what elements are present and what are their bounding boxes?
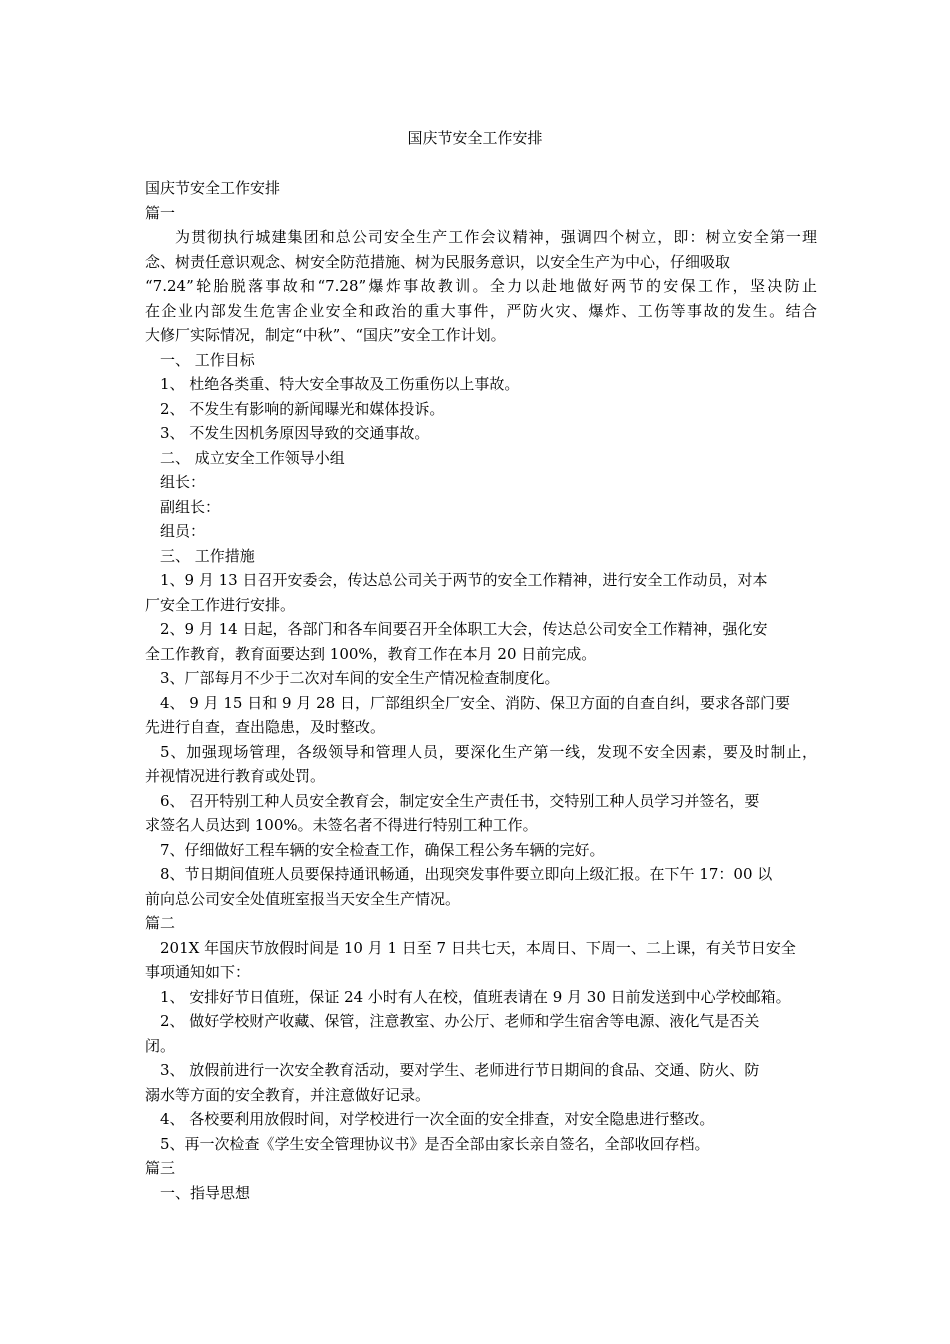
text-line: 闭。 xyxy=(145,1036,176,1055)
text-line: 4、 各校要利用放假时间，对学校进行一次全面的安全排查，对安全隐患进行整改。 xyxy=(160,1110,715,1128)
text-line: 1、 安排好节日值班，保证 24 小时有人在校，值班表请在 9 月 30 日前发送到中心学校邮箱。 xyxy=(160,987,791,1006)
text-line: 先进行自查，查出隐患，及时整改。 xyxy=(145,718,386,736)
text-line: 念、树责任意识观念、树安全防范措施、树为民服务意识，以安全生产为中心，仔细吸取 xyxy=(145,252,731,271)
text-line: 5、再一次检查《学生安全管理协议书》是否全部由家长亲自签名，全部收回存档。 xyxy=(160,1134,710,1153)
document-body xyxy=(145,176,817,1205)
text-line: 6、 召开特别工种人员安全教育会，制定安全生产责任书，交特别工种人员学习并签名，要 xyxy=(160,791,760,810)
text-line: 溺水等方面的安全教育，并注意做好记录。 xyxy=(145,1085,431,1104)
text-line: 篇一 xyxy=(145,203,176,222)
text-line: 篇二 xyxy=(145,914,176,932)
text-line: 并视情况进行教育或处罚。 xyxy=(145,767,326,785)
document-title: 国庆节安全工作安排 xyxy=(407,129,543,147)
text-line: 8、节日期间值班人员要保持通讯畅通，出现突发事件要立即向上级汇报。在下午 17：00 以 xyxy=(160,865,773,883)
text-line: 1、 杜绝各类重、特大安全事故及工伤重伤以上事故。 xyxy=(160,375,520,393)
text-line: 201X 年国庆节放假时间是 10 月 1 日至 7 日共七天，本周日、下周一、二上课，有关节日安全 xyxy=(160,938,796,957)
text-line: 4、 9 月 15 日和 9 月 28 日，厂部组织全厂安全、消防、保卫方面的自查自纠，要求各部门要 xyxy=(160,693,790,712)
text-line: 5、加强现场管理，各级领导和管理人员，要深化生产第一线，发现不安全因素，要及时制止， xyxy=(160,742,817,761)
text-line: 三、 工作措施 xyxy=(160,546,255,565)
text-line: 求签名人员达到 100%。未签名者不得进行特别工种工作。 xyxy=(145,816,538,834)
text-line: 2、9 月 14 日起，各部门和各车间要召开全体职工大会，传达总公司安全工作精神，强化安 xyxy=(160,620,768,638)
text-line: 大修厂实际情况，制定“中秋”、“国庆”安全工作计划。 xyxy=(145,326,506,344)
text-line: 厂安全工作进行安排。 xyxy=(145,595,296,614)
text-line: 一、 工作目标 xyxy=(160,350,255,369)
text-line: 2、 做好学校财产收藏、保管，注意教室、办公厅、老师和学生宿舍等电源、液化气是否关 xyxy=(160,1012,760,1030)
text-line: 在企业内部发生危害企业安全和政治的重大事件，严防火灾、爆炸、工伤等事故的发生。结合 xyxy=(145,301,817,320)
text-line: 1、9 月 13 日召开安委会，传达总公司关于两节的安全工作精神，进行安全工作动员，对本 xyxy=(160,571,768,589)
text-line: 二、 成立安全工作领导小组 xyxy=(160,448,345,467)
text-line: 为贯彻执行城建集团和总公司安全生产工作会议精神，强调四个树立，即：树立安全第一理 xyxy=(175,228,817,246)
text-line: 2、 不发生有影响的新闻曝光和媒体投诉。 xyxy=(160,399,445,418)
text-line: 3、 不发生因机务原因导致的交通事故。 xyxy=(160,424,430,442)
text-line: “7.24”轮胎脱落事故和“7.28”爆炸事故教训。全力以赴地做好两节的安保工作，坚决防止 xyxy=(145,277,817,295)
text-line: 组员： xyxy=(160,522,206,540)
text-line: 事项通知如下： xyxy=(145,963,251,981)
text-line: 7、仔细做好工程车辆的安全检查工作，确保工程公务车辆的完好。 xyxy=(160,840,605,859)
text-line: 3、 放假前进行一次安全教育活动，要对学生、老师进行节日期间的食品、交通、防火、防 xyxy=(160,1061,760,1079)
text-line: 前向总公司安全处值班室报当天安全生产情况。 xyxy=(145,889,461,908)
text-line: 3、厂部每月不少于二次对车间的安全生产情况检查制度化。 xyxy=(160,669,560,687)
text-line: 全工作教育，教育面要达到 100%，教育工作在本月 20 日前完成。 xyxy=(145,644,597,663)
text-line: 国庆节安全工作安排 xyxy=(145,179,281,197)
text-line: 副组长： xyxy=(160,497,221,516)
text-line: 组长： xyxy=(160,473,206,491)
text-line: 篇三 xyxy=(145,1159,176,1177)
text-line: 一、指导思想 xyxy=(160,1183,251,1202)
